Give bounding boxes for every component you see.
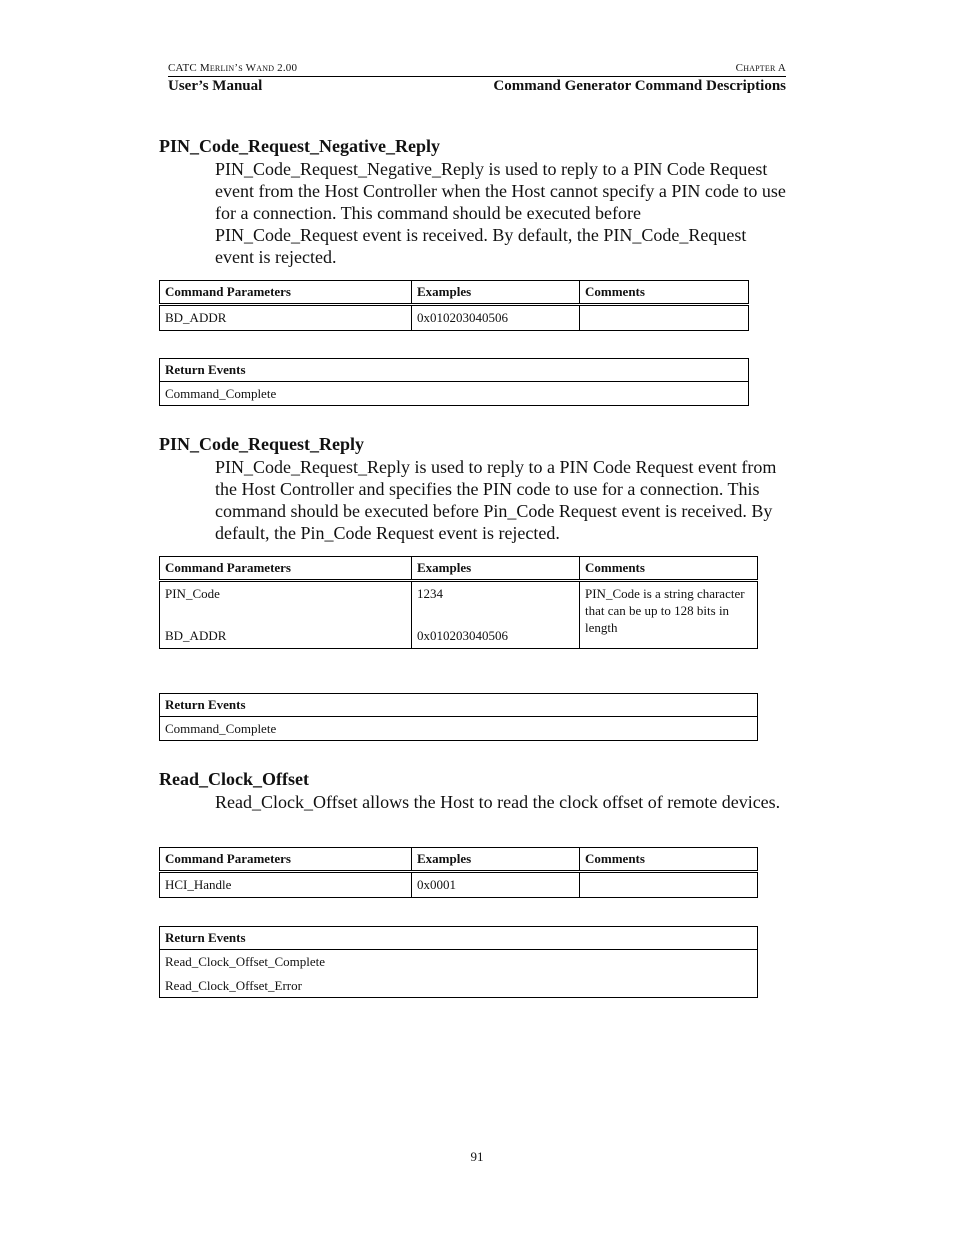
- column-header: Comments: [580, 557, 758, 581]
- header-product: CATC Merlin’s Wand 2.00: [168, 62, 298, 74]
- command-parameters-table: [159, 847, 758, 898]
- column-header: Examples: [412, 557, 580, 581]
- running-header-bottom: [168, 78, 786, 95]
- section-body: PIN_Code_Request_Reply is used to reply to a PIN Code Request event from the Host Controller and specifies the PIN code to use for a connection. This command should be executed before Pin_Code Request event is received. By default, the Pin_Code Request event is rejected.: [215, 457, 777, 543]
- return-events-header: Return Events: [160, 927, 758, 950]
- parameter-example: [412, 581, 580, 649]
- parameter-name: HCI_Handle: [160, 872, 412, 898]
- column-header: Examples: [412, 848, 580, 872]
- table-row: [160, 872, 758, 898]
- section-title: PIN_Code_Request_Reply: [159, 434, 364, 454]
- header-rule: [168, 76, 786, 77]
- return-event-1: Read_Clock_Offset_Complete: [165, 954, 326, 969]
- column-header: Command Parameters: [160, 557, 412, 581]
- return-events-table: [159, 693, 758, 741]
- column-header: Command Parameters: [160, 281, 412, 305]
- return-event: Command_Complete: [160, 382, 749, 406]
- section-title: Read_Clock_Offset: [159, 769, 309, 789]
- command-parameters-table: [159, 556, 758, 649]
- return-events-header: Return Events: [160, 359, 749, 382]
- column-header: Comments: [580, 281, 749, 305]
- table-header-row: [160, 557, 758, 581]
- parameter-example: 0x010203040506: [412, 305, 580, 331]
- parameter-name-1: PIN_Code: [165, 586, 220, 601]
- table-row: [160, 382, 749, 406]
- return-events-table: [159, 358, 749, 406]
- parameter-name: BD_ADDR: [160, 305, 412, 331]
- table-header-row: [160, 848, 758, 872]
- running-header-top: [168, 62, 786, 74]
- command-parameters-table: [159, 280, 749, 331]
- table-row: [160, 581, 758, 649]
- page-number: 91: [470, 1149, 484, 1164]
- column-header: Comments: [580, 848, 758, 872]
- table-row: [160, 950, 758, 998]
- parameter-name-2: BD_ADDR: [165, 628, 227, 643]
- header-chapter: Chapter A: [735, 62, 786, 74]
- header-section: Command Generator Command Descriptions: [493, 78, 786, 94]
- return-event: [160, 950, 758, 998]
- parameter-name: [160, 581, 412, 649]
- parameter-example: 0x0001: [412, 872, 580, 898]
- table-header-row: [160, 281, 749, 305]
- parameter-comment: [580, 581, 758, 649]
- parameter-comment: [580, 872, 758, 898]
- parameter-example-1: 1234: [417, 586, 443, 601]
- column-header: Command Parameters: [160, 848, 412, 872]
- return-event: Command_Complete: [160, 717, 758, 741]
- table-row: [160, 305, 749, 331]
- header-manual: User’s Manual: [168, 78, 263, 94]
- column-header: Examples: [412, 281, 580, 305]
- section-body: PIN_Code_Request_Negative_Reply is used to reply to a PIN Code Request event from the Host Controller when the Host cannot specify a PIN code to use for a connection. This command should be executed before PIN_Code_Request event is received. By default, the PIN_Code_Request event is rejected.: [215, 159, 786, 267]
- return-event-2: Read_Clock_Offset_Error: [165, 978, 302, 993]
- return-events-table: [159, 926, 758, 998]
- parameter-example-2: 0x010203040506: [417, 628, 508, 643]
- table-row: [160, 717, 758, 741]
- return-events-header: Return Events: [160, 694, 758, 717]
- section-title: PIN_Code_Request_Negative_Reply: [159, 136, 440, 156]
- parameter-comment-1: PIN_Code is a string character that can be up to 128 bits in length: [585, 586, 745, 635]
- section-body: Read_Clock_Offset allows the Host to read the clock offset of remote devices.: [215, 792, 781, 812]
- parameter-comment: [580, 305, 749, 331]
